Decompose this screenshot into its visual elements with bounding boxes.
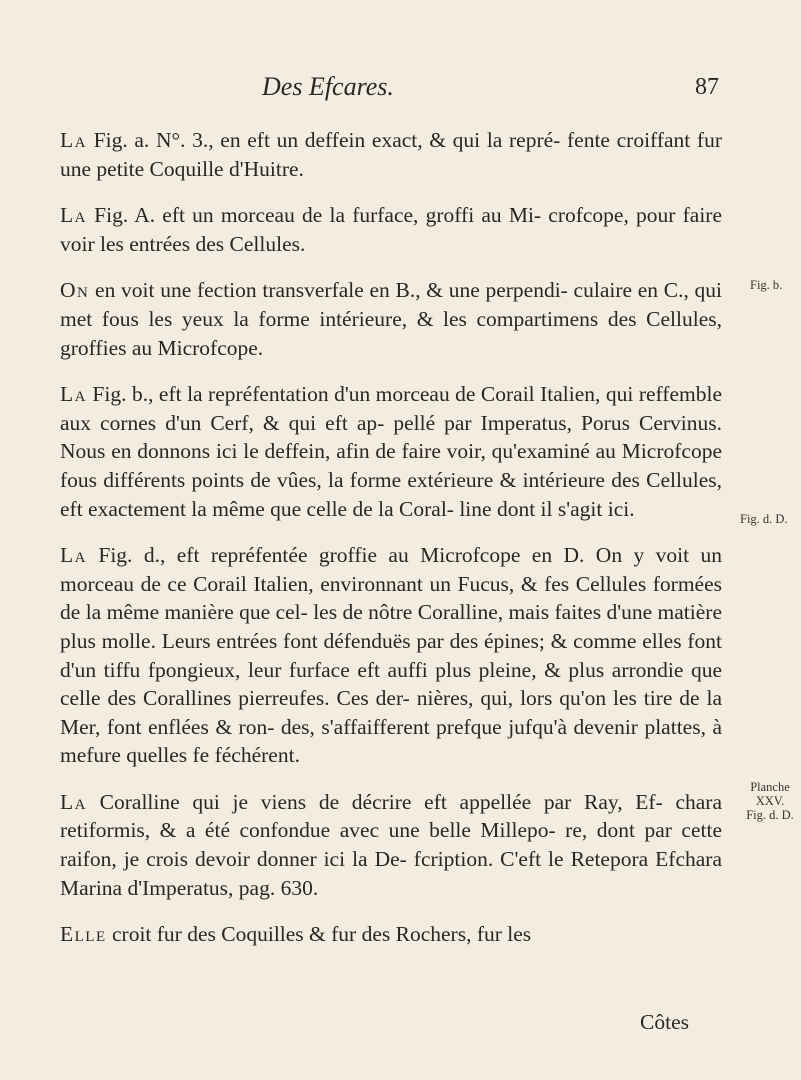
page-header — [0, 72, 801, 108]
paragraph: La Fig. a. N°. 3., en eft un deffein exact, & qui la repré- fente croiffant fur une petite Coquille d'Huitre. — [60, 128, 722, 181]
catchword: Côtes — [640, 1010, 689, 1034]
paragraph: Elle croit fur des Coquilles & fur des Rochers, fur les — [60, 922, 532, 947]
margin-note-planche — [742, 780, 798, 822]
paragraph: La Fig. A. eft un morceau de la furface, groffi au Mi- crofcope, pour faire voir les entrées des Cellules. — [60, 203, 722, 256]
planche-fig: Fig. d. D. — [746, 808, 794, 822]
running-title: Des Efcares. — [262, 72, 394, 101]
paragraph: La Coralline qui je viens de décrire eft appellée par Ray, Ef- chara retiformis, & a été confondue avec une belle Millepo- re, dont par cette raifon, je crois devoir donner ici la De- fcription. C'eft le Retepora Efchara Marina d'Imperatus, pag. 630. — [60, 789, 722, 900]
planche-label: Planche — [750, 780, 790, 794]
planche-number: XXV. — [755, 794, 785, 808]
margin-note-fig-b: Fig. b. — [750, 278, 783, 292]
body-text — [60, 126, 722, 949]
paragraph: La Fig. d., eft repréfentée groffie au Microfcope en D. On y voit un morceau de ce Corail Italien, environnant un Fucus, & fes Cellules formées de la même manière que cel- les de nôtre Coralline, mais faites d'une matière plus molle. Leurs entrées font défenduës par des épines; & comme elles font d'un tiffu fpongieux, leur furface eft auffi plus pleine, & plus arrondie que celle des Corallines pierreufes. Ces der- nières, qui, lors qu'on les tire de la Mer, font enflées & ron- des, s'affaifferent prefque jufqu'à devenir plattes, à mefure quelles fe féchérent. — [60, 543, 722, 768]
paragraph: On en voit une fection transverfale en B., & une perpendi- culaire en C., qui met fous les yeux la forme intérieure, & les compartimens des Cellules, groffies au Microfcope. — [60, 278, 722, 360]
paragraph: La Fig. b., eft la repréfentation d'un morceau de Corail Italien, qui reffemble aux cornes d'un Cerf, & qui eft ap- pellé par Imperatus, Porus Cervinus. Nous en donnons ici le deffein, afin de faire voir, qu'examiné au Microfcope fous différents points de vûes, la forme extérieure & intérieure des Cellules, eft exactement la même que celle de la Coral- line dont il s'agit ici. — [60, 382, 722, 521]
page-number: 87 — [695, 74, 719, 100]
margin-note-fig-d: Fig. d. D. — [740, 512, 788, 526]
